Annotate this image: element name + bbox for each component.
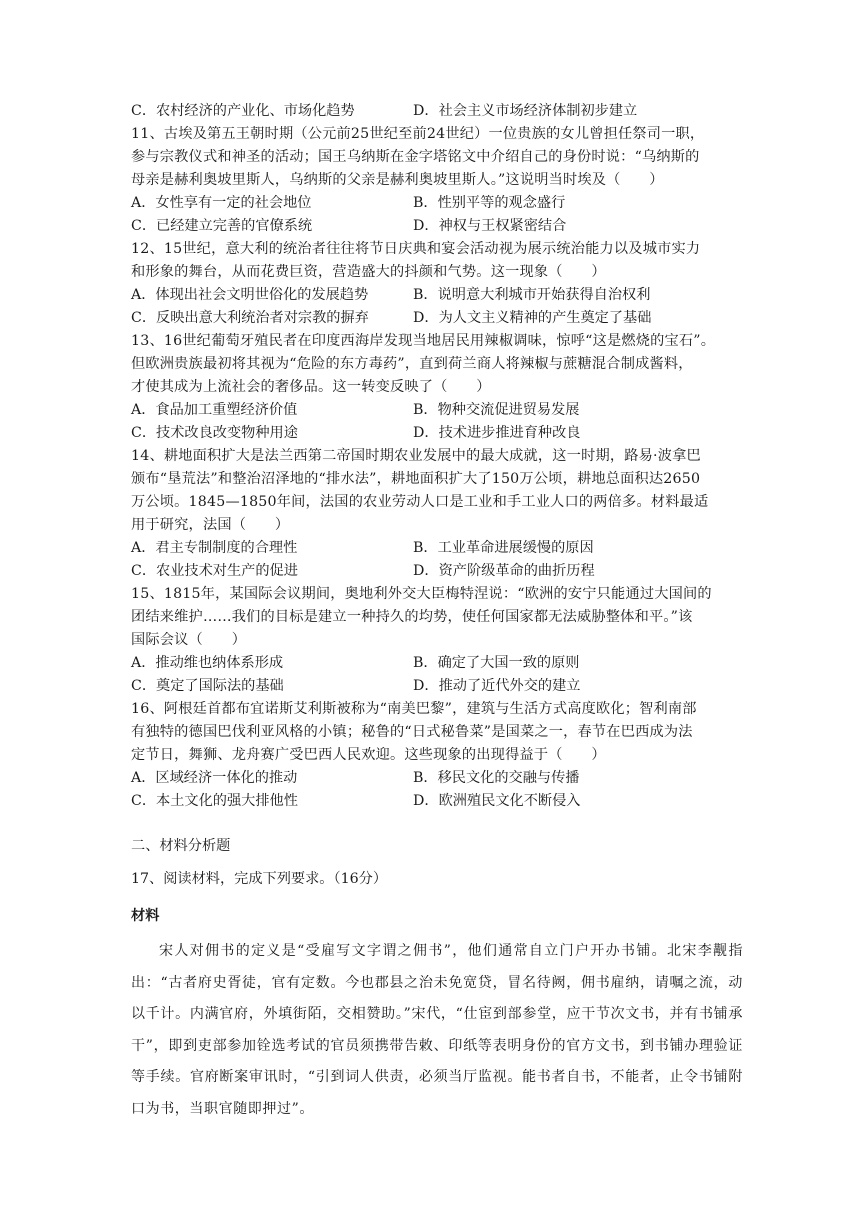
option-a[interactable]: A．区域经济一体化的推动 xyxy=(131,770,298,786)
question-stem-line: 参与宗教仪式和神圣的活动；国王乌纳斯在金字塔铭文中介绍自己的身份时说：“乌纳斯的 xyxy=(131,149,700,165)
q10-options-row xyxy=(131,100,743,123)
q10-option-d[interactable]: D．社会主义市场经济体制初步建立 xyxy=(413,103,638,119)
question-stem-line: 万公顷。1845—1850年间，法国的农业劳动人口是工业和手工业人口的两倍多。材料最适 xyxy=(131,494,709,510)
option-d[interactable]: D．技术进步推进育种改良 xyxy=(413,425,581,441)
options-row xyxy=(131,790,743,813)
q10-option-c[interactable]: C．农村经济的产业化、市场化趋势 xyxy=(131,103,355,119)
options-row xyxy=(131,652,743,675)
option-a[interactable]: A．推动维也纳体系形成 xyxy=(131,655,284,671)
question-stem-line: 但欧洲贵族最初将其视为“危险的东方毒药”，直到荷兰商人将辣椒与蔗糖混合制成酱料， xyxy=(131,356,693,372)
question-11 xyxy=(131,123,743,238)
option-c[interactable]: C．农业技术对生产的促进 xyxy=(131,563,298,579)
options-row xyxy=(131,192,743,215)
question-13 xyxy=(131,330,743,445)
options-row xyxy=(131,284,743,307)
question-stem-line: 团结来维护……我们的目标是建立一种持久的均势，使任何国家都无法威胁整体和平。”该 xyxy=(131,609,693,625)
question-stem-line: 11、古埃及第五王朝时期（公元前25世纪至前24世纪）一位贵族的女儿曾担任祭司一职， xyxy=(131,126,705,142)
question-16 xyxy=(131,698,743,813)
section-heading: 二、材料分析题 xyxy=(131,838,231,854)
options-row xyxy=(131,307,743,330)
option-c[interactable]: C．本土文化的强大排他性 xyxy=(131,793,298,809)
question-stem-line: 用于研究，法国（ ） xyxy=(131,517,290,533)
question-stem-line: 定节日，舞狮、龙舟赛广受巴西人民欢迎。这些现象的出现得益于（ ） xyxy=(131,747,606,763)
question-stem-line: 和形象的舞台，从而花费巨资，营造盛大的抖颜和气势。这一现象（ ） xyxy=(131,264,606,280)
exam-page xyxy=(131,100,743,1125)
option-b[interactable]: B．性别平等的观念盛行 xyxy=(413,195,566,211)
option-b[interactable]: B．移民文化的交融与传播 xyxy=(413,770,580,786)
question-stem-line: 母亲是赫利奥坡里斯人，乌纳斯的父亲是赫利奥坡里斯人。”这说明当时埃及（ ） xyxy=(131,172,664,188)
option-b[interactable]: B．工业革命进展缓慢的原因 xyxy=(413,540,594,556)
options-row xyxy=(131,399,743,422)
question-stem-line: 14、耕地面积扩大是法兰西第二帝国时期农业发展中的最大成就，这一时期，路易·波拿巴 xyxy=(131,448,701,464)
option-c[interactable]: C．已经建立完善的官僚系统 xyxy=(131,218,313,234)
question-stem-line: 13、16世纪葡萄牙殖民者在印度西海岸发现当地居民用辣椒调味，惊呼“这是燃烧的宝石”。 xyxy=(131,333,716,349)
options-row xyxy=(131,537,743,560)
options-row xyxy=(131,422,743,445)
option-b[interactable]: B．物种交流促进贸易发展 xyxy=(413,402,580,418)
option-a[interactable]: A．体现出社会文明世俗化的发展趋势 xyxy=(131,287,369,303)
option-a[interactable]: A．食品加工重塑经济价值 xyxy=(131,402,298,418)
question-stem-line: 国际会议（ ） xyxy=(131,632,247,648)
question-14 xyxy=(131,445,743,583)
question-12 xyxy=(131,238,743,330)
option-d[interactable]: D．资产阶级革命的曲折历程 xyxy=(413,563,595,579)
option-d[interactable]: D．欧洲殖民文化不断侵入 xyxy=(413,793,581,809)
option-d[interactable]: D．神权与王权紧密结合 xyxy=(413,218,567,234)
question-stem-line: 15、1815年，某国际会议期间，奥地利外交大臣梅特涅说：“欧洲的安宁只能通过大国间的 xyxy=(131,586,712,602)
question-stem-line: 12、15世纪，意大利的统治者往往将节日庆典和宴会活动视为展示统治能力以及城市实力 xyxy=(131,241,701,257)
option-a[interactable]: A．女性享有一定的社会地位 xyxy=(131,195,312,211)
question-stem-line: 有独特的德国巴伐利亚风格的小镇；秘鲁的“日式秘鲁菜”是国菜之一，春节在巴西成为法 xyxy=(131,724,693,740)
options-row xyxy=(131,767,743,790)
option-c[interactable]: C．技术改良改变物种用途 xyxy=(131,425,298,441)
material-label: 材料 xyxy=(131,908,160,924)
question-stem-line: 才使其成为上流社会的奢侈品。这一转变反映了（ ） xyxy=(131,379,491,395)
option-d[interactable]: D．为人文主义精神的产生奠定了基础 xyxy=(413,310,652,326)
question-stem-line: 16、阿根廷首都布宜诺斯艾利斯被称为“南美巴黎”，建筑与生活方式高度欧化；智利南部 xyxy=(131,701,697,717)
option-c[interactable]: C．反映出意大利统治者对宗教的摒弃 xyxy=(131,310,369,326)
option-a[interactable]: A．君主专制制度的合理性 xyxy=(131,540,298,556)
options-row xyxy=(131,215,743,238)
option-b[interactable]: B．说明意大利城市开始获得自治权利 xyxy=(413,287,651,303)
question-15 xyxy=(131,583,743,698)
option-b[interactable]: B．确定了大国一致的原则 xyxy=(413,655,580,671)
material-passage: 宋人对佣书的定义是“受雇写文字谓之佣书”，他们通常自立门户开办书铺。北宋李觏指出：“古者府史胥徒，官有定数。今也郡县之治未免宽贷，冒名待阙，佣书雇纳，请嘱之流，动以千计。内满官府，外填街陌，交相赞助。”宋代，“仕宦到部参堂，应干节次文书，并有书铺承干”，即到吏部参加铨选考试的官员须携带告敕、印纸等表明身份的官方文书，到书铺办理验证等手续。官府断案审讯时，“引到词人供责，必须当厅监视。能书者自书，不能者，止令书铺附口为书，当职官随即押过”。 xyxy=(131,943,743,1117)
question-stem-line: 颁布“垦荒法”和整治沼泽地的“排水法”，耕地面积扩大了150万公顷，耕地总面积达2650 xyxy=(131,471,701,487)
options-row xyxy=(131,675,743,698)
options-row xyxy=(131,560,743,583)
option-d[interactable]: D．推动了近代外交的建立 xyxy=(413,678,581,694)
question-17-prompt: 17、阅读材料，完成下列要求。（16分） xyxy=(131,871,388,887)
option-c[interactable]: C．奠定了国际法的基础 xyxy=(131,678,284,694)
